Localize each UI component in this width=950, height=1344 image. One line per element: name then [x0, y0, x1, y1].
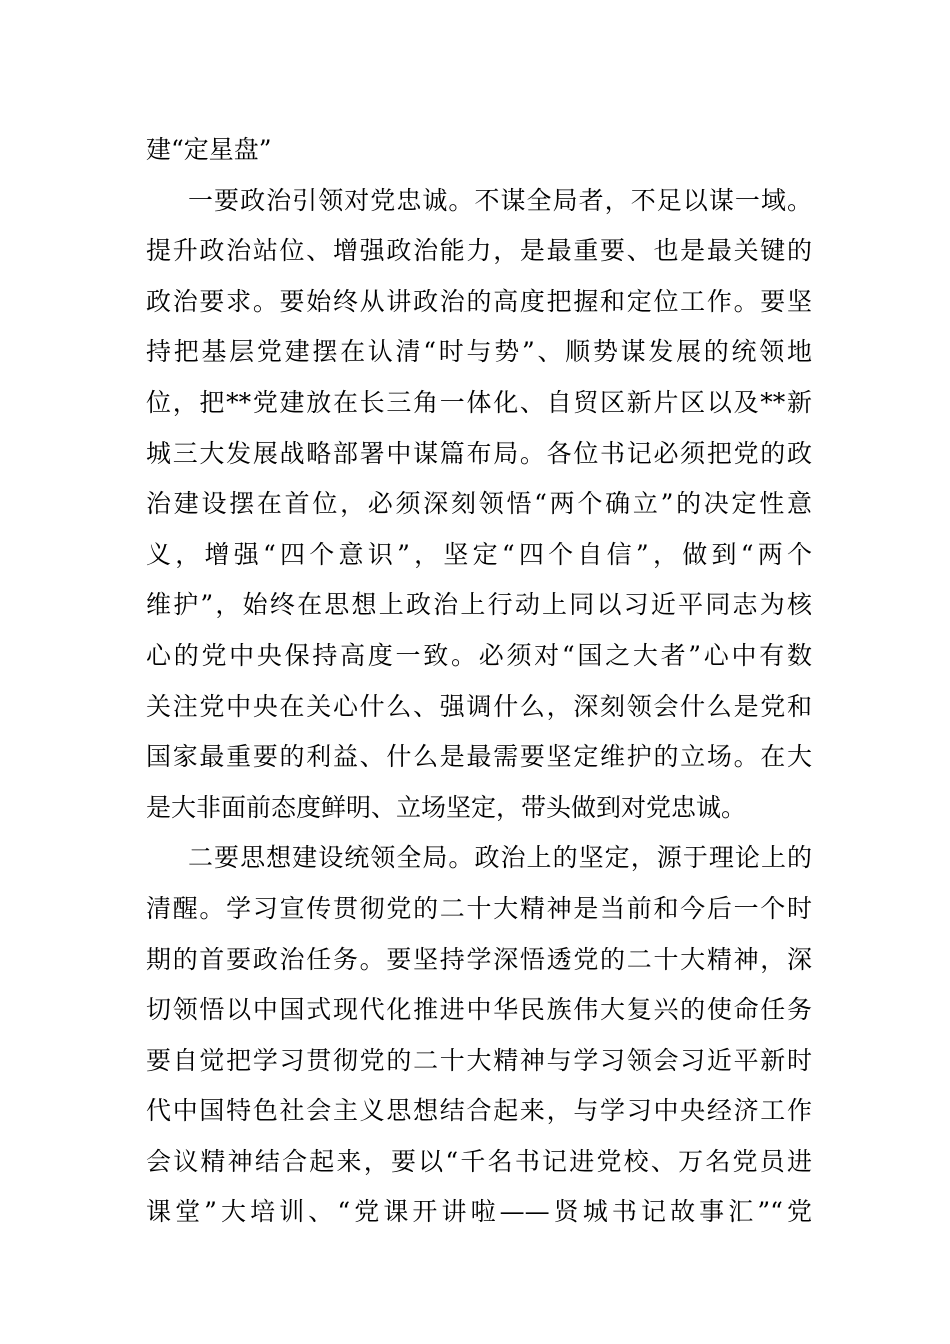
paragraph-last-line: 是大非面前态度鲜明、立场坚定，带头做到对党忠诚。	[146, 792, 747, 822]
text-line: 建“定星盘”	[146, 135, 272, 164]
text-line: 维护”，始终在思想上政治上行动上同以习近平同志为核	[146, 590, 812, 620]
text-line: 心的党中央保持高度一致。必须对“国之大者”心中有数	[146, 640, 812, 670]
text-line: 位，把**党建放在长三角一体化、自贸区新片区以及**新	[146, 387, 812, 417]
text-line: 政治要求。要始终从讲政治的高度把握和定位工作。要坚	[146, 286, 812, 316]
text-line: 会议精神结合起来，要以“千名书记进党校、万名党员进	[146, 1146, 812, 1176]
text-line: 课堂”大培训、“党课开讲啦——贤城书记故事汇”“党	[146, 1197, 812, 1227]
text-line: 切领悟以中国式现代化推进中华民族伟大复兴的使命任务	[146, 995, 812, 1025]
text-line: 要自觉把学习贯彻党的二十大精神与学习领会习近平新时	[146, 1045, 812, 1075]
document-body	[146, 125, 812, 1238]
text-line: 义，增强“四个意识”，坚定“四个自信”，做到“两个	[146, 539, 812, 569]
text-line: 代中国特色社会主义思想结合起来，与学习中央经济工作	[146, 1096, 812, 1126]
text-line: 城三大发展战略部署中谋篇布局。各位书记必须把党的政	[146, 438, 812, 468]
paragraph-first-line: 一要政治引领对党忠诚。不谋全局者，不足以谋一域。	[188, 185, 812, 215]
text-line: 国家最重要的利益、什么是最需要坚定维护的立场。在大	[146, 742, 812, 772]
paragraph-first-line: 二要思想建设统领全局。政治上的坚定，源于理论上的	[188, 843, 812, 873]
text-line: 清醒。学习宣传贯彻党的二十大精神是当前和今后一个时	[146, 893, 812, 923]
text-line: 关注党中央在关心什么、强调什么，深刻领会什么是党和	[146, 691, 812, 721]
text-line: 治建设摆在首位，必须深刻领悟“两个确立”的决定性意	[146, 489, 812, 519]
text-line: 提升政治站位、增强政治能力，是最重要、也是最关键的	[146, 236, 812, 266]
text-line: 持把基层党建摆在认清“时与势”、顺势谋发展的统领地	[146, 337, 812, 367]
text-line: 期的首要政治任务。要坚持学深悟透党的二十大精神，深	[146, 944, 812, 974]
